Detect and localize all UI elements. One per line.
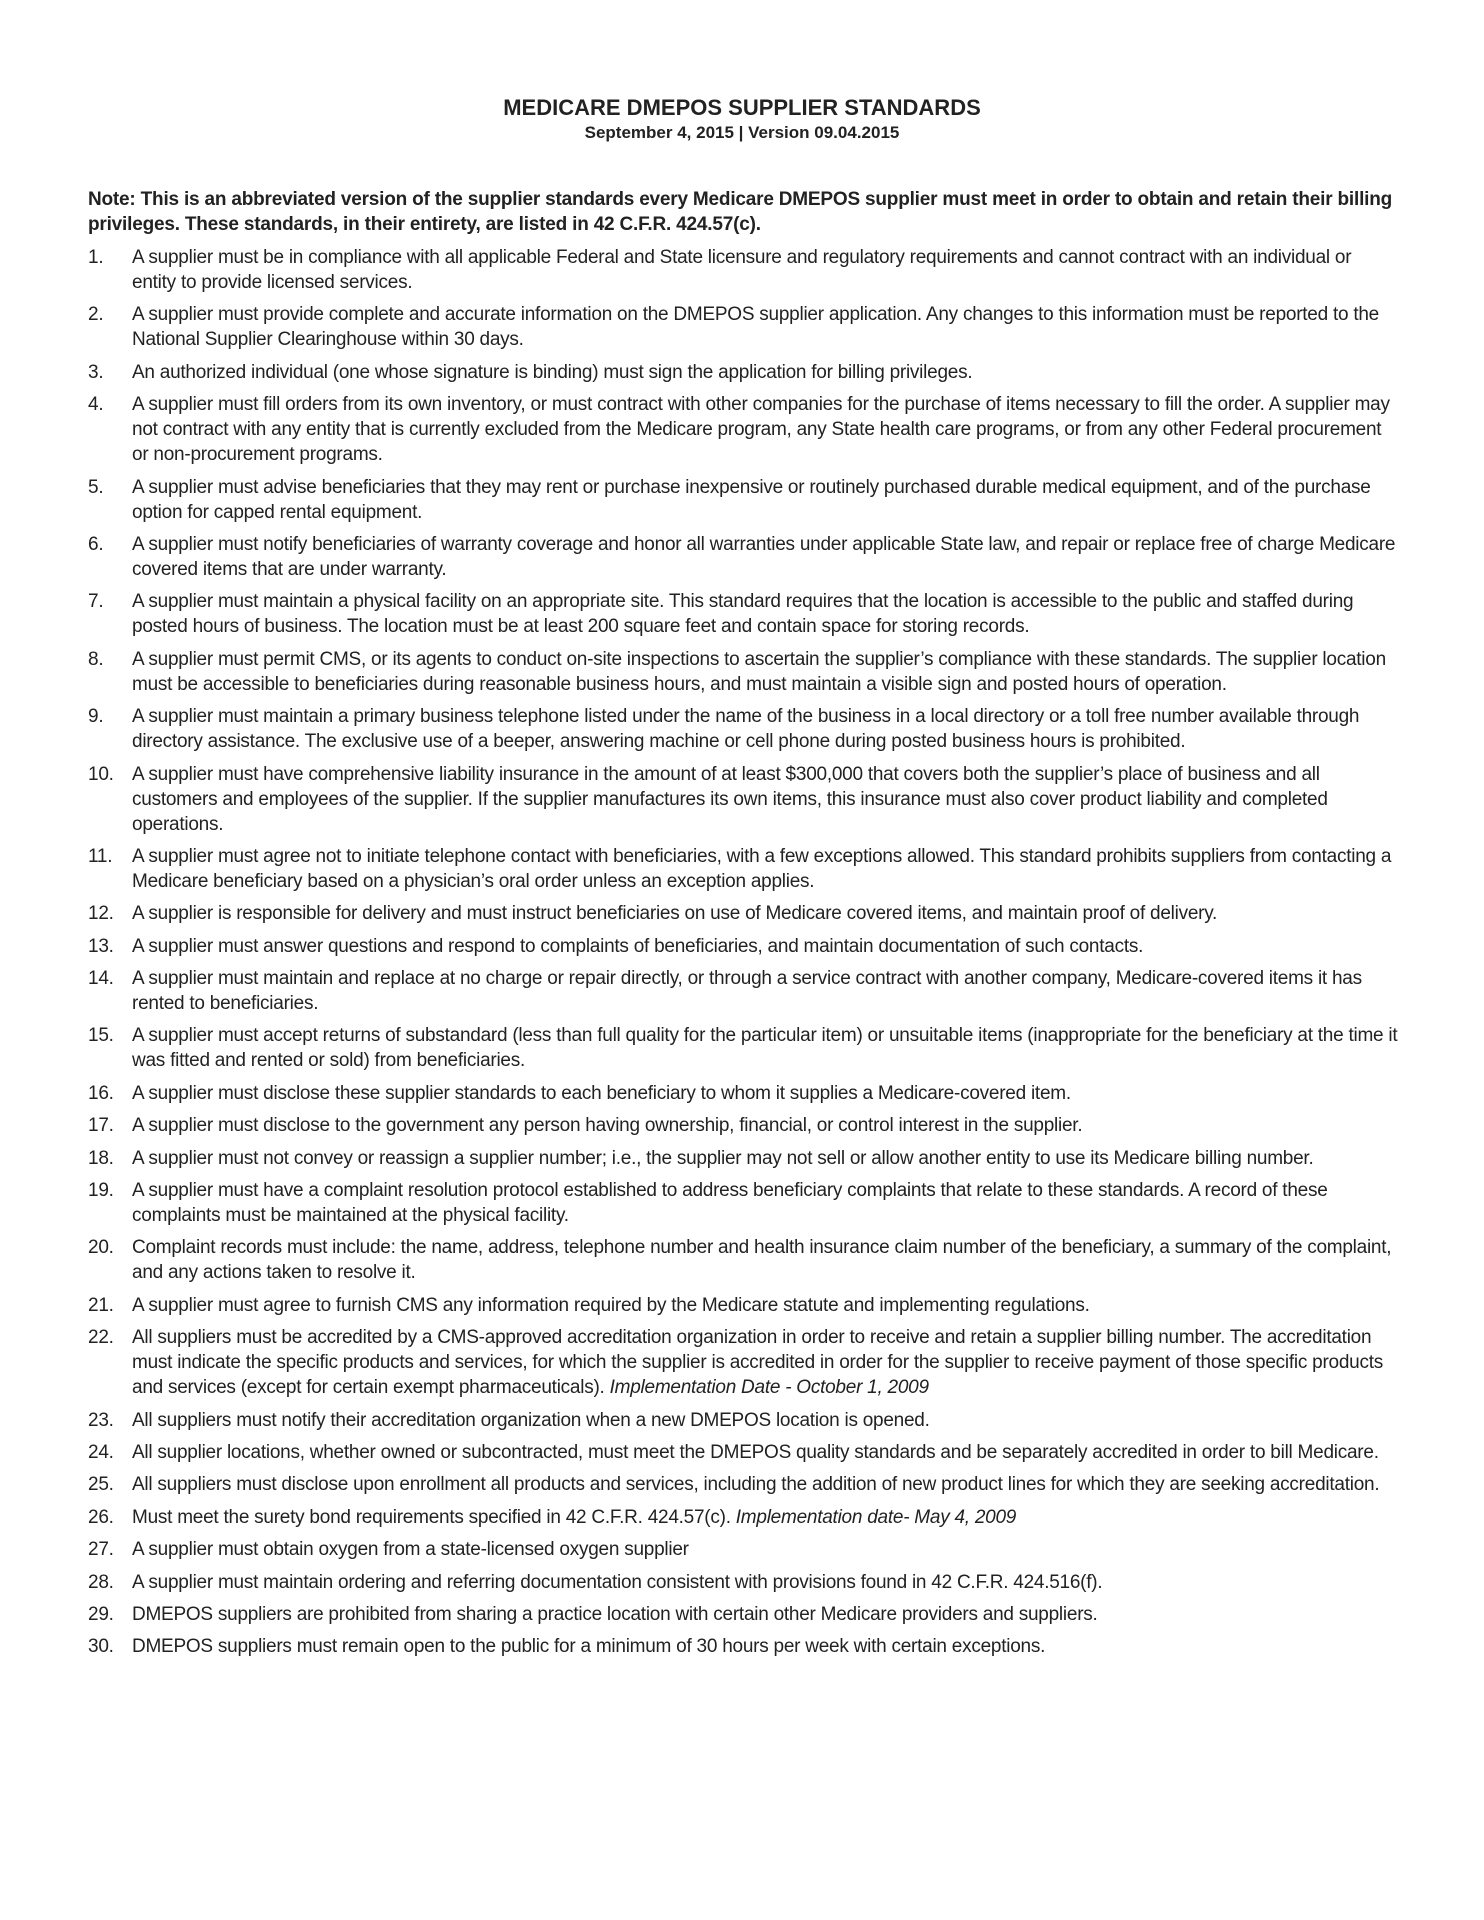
standard-item [88, 1023, 1400, 1073]
item-text: A supplier must advise beneficiaries that they may rent or purchase inexpensive or routinely purchased durable medical equipment, and of the purchase option for capped rental equipment. [132, 476, 1371, 523]
item-number: 10. [88, 763, 114, 785]
standard-item [88, 1570, 1400, 1595]
standard-item [88, 704, 1400, 754]
item-text: Complaint records must include: the name, address, telephone number and health insurance claim number of the beneficiary, a summary of the complaint, and any actions taken to resolve it. [132, 1237, 1392, 1284]
item-text: A supplier must agree not to initiate telephone contact with beneficiaries, with a few exceptions allowed. This standard prohibits suppliers from contacting a Medicare beneficiary based on a physician’s oral order unless an exception applies. [132, 845, 1392, 892]
item-text: DMEPOS suppliers are prohibited from sharing a practice location with certain other Medicare providers and suppliers. [132, 1603, 1098, 1625]
item-number: 9. [88, 706, 104, 728]
item-number: 30. [88, 1636, 114, 1658]
standard-item [88, 966, 1400, 1016]
document-subtitle: September 4, 2015 | Version 09.04.2015 [584, 123, 900, 142]
item-text: Must meet the surety bond requirements specified in 42 C.F.R. 424.57(c). [132, 1506, 736, 1528]
item-text: A supplier is responsible for delivery and must instruct beneficiaries on use of Medicare covered items, and maintain proof of delivery. [132, 903, 1218, 925]
standard-item [88, 1472, 1400, 1497]
item-number: 13. [88, 935, 114, 957]
standard-item [88, 1146, 1400, 1171]
item-text: A supplier must maintain and replace at no charge or repair directly, or through a service contract with another company, Medicare-covered items it has rented to beneficiaries. [132, 968, 1362, 1015]
item-number: 29. [88, 1603, 114, 1625]
item-number: 28. [88, 1571, 114, 1593]
item-text: A supplier must maintain a primary business telephone listed under the name of the business in a local directory or a toll free number available through directory assistance. The exclusive use of a beeper, answering machine or cell phone during posted business hours is prohibited. [132, 706, 1360, 753]
implementation-date: Implementation date- May 4, 2009 [735, 1506, 1017, 1528]
item-number: 5. [88, 476, 104, 498]
standard-item [88, 1178, 1400, 1228]
item-text: All supplier locations, whether owned or subcontracted, must meet the DMEPOS quality standards and be separately accredited in order to bill Medicare. [132, 1441, 1379, 1463]
standard-item [88, 647, 1400, 697]
item-number: 24. [88, 1441, 114, 1463]
standard-item [88, 360, 1400, 385]
item-text: A supplier must disclose to the government any person having ownership, financial, or control interest in the supplier. [132, 1115, 1083, 1137]
item-number: 20. [88, 1237, 114, 1259]
item-number: 21. [88, 1294, 114, 1316]
standard-item [88, 1325, 1400, 1400]
standard-item [88, 1505, 1400, 1530]
item-text: A supplier must disclose these supplier standards to each beneficiary to whom it supplies a Medicare-covered item. [132, 1082, 1071, 1104]
item-text: All suppliers must disclose upon enrollment all products and services, including the addition of new product lines for which they are seeking accreditation. [132, 1474, 1380, 1496]
item-number: 19. [88, 1180, 114, 1202]
standard-item [88, 392, 1400, 467]
item-text: A supplier must permit CMS, or its agents to conduct on-site inspections to ascertain the supplier’s compliance with these standards. The supplier location must be accessible to beneficiaries during reasonable business hours, and must maintain a visible sign and posted hours of operation. [132, 648, 1386, 695]
standard-item [88, 245, 1400, 295]
standard-item [88, 302, 1400, 352]
item-text: A supplier must have comprehensive liability insurance in the amount of at least $300,000 that covers both the supplier’s place of business and all customers and employees of the supplier. If the supplier manufactures its own items, this insurance must also cover product liability and completed operations. [132, 763, 1328, 835]
item-number: 16. [88, 1082, 114, 1104]
item-number: 22. [88, 1327, 114, 1349]
note-paragraph: Note: This is an abbreviated version of the supplier standards every Medicare DMEPOS supplier must meet in order to obtain and retain their billing privileges. These standards, in their entirety, are listed in 42 C.F.R. 424.57(c). [88, 189, 1393, 235]
item-text: A supplier must notify beneficiaries of warranty coverage and honor all warranties under applicable State law, and repair or replace free of charge Medicare covered items that are under warranty. [132, 533, 1396, 580]
item-number: 6. [88, 533, 104, 555]
item-number: 12. [88, 903, 114, 925]
item-text: All suppliers must notify their accreditation organization when a new DMEPOS location is opened. [132, 1409, 930, 1431]
item-text: A supplier must not convey or reassign a supplier number; i.e., the supplier may not sell or allow another entity to use its Medicare billing number. [132, 1147, 1314, 1169]
item-number: 11. [88, 845, 113, 867]
item-text: A supplier must provide complete and accurate information on the DMEPOS supplier application. Any changes to this information must be reported to the National Supplier Clearinghouse within 30 days. [132, 304, 1380, 351]
item-text: A supplier must fill orders from its own inventory, or must contract with other companies for the purchase of items necessary to fill the order. A supplier may not contract with any entity that is currently excluded from the Medicare program, any State health care programs, or from any other Federal procurement or non-procurement programs. [132, 394, 1390, 466]
item-number: 4. [88, 394, 104, 416]
item-text: A supplier must obtain oxygen from a state-licensed oxygen supplier [132, 1539, 689, 1561]
standard-item [88, 1408, 1400, 1433]
item-text: DMEPOS suppliers must remain open to the public for a minimum of 30 hours per week with certain exceptions. [132, 1636, 1046, 1658]
standards-list [88, 245, 1400, 1667]
item-text: A supplier must accept returns of substandard (less than full quality for the particular item) or unsuitable items (inappropriate for the beneficiary at the time it was fitted and rented or sold) from beneficiaries. [132, 1025, 1398, 1072]
item-number: 7. [88, 591, 104, 613]
item-text: A supplier must agree to furnish CMS any information required by the Medicare statute and implementing regulations. [132, 1294, 1090, 1316]
item-text: A supplier must maintain ordering and referring documentation consistent with provisions found in 42 C.F.R. 424.516(f). [132, 1571, 1103, 1593]
item-text: A supplier must maintain a physical facility on an appropriate site. This standard requires that the location is accessible to the public and staffed during posted hours of business. The location must be at least 200 square feet and contain space for storing records. [132, 591, 1354, 638]
standard-item [88, 1602, 1400, 1627]
standard-item [88, 762, 1400, 837]
standard-item [88, 1537, 1400, 1562]
item-number: 25. [88, 1474, 114, 1496]
item-text: An authorized individual (one whose signature is binding) must sign the application for billing privileges. [132, 361, 973, 383]
standard-item [88, 1634, 1400, 1659]
item-number: 23. [88, 1409, 114, 1431]
standard-item [88, 844, 1400, 894]
item-number: 18. [88, 1147, 114, 1169]
item-text: All suppliers must be accredited by a CMS-approved accreditation organization in order to receive and retain a supplier billing number. The accreditation must indicate the specific products and services, for which the supplier is accredited in order for the supplier to receive payment of those specific products and services (except for certain exempt pharmaceuticals). [132, 1327, 1384, 1399]
item-text: A supplier must answer questions and respond to complaints of beneficiaries, and maintain documentation of such contacts. [132, 935, 1144, 957]
standard-item [88, 1293, 1400, 1318]
standard-item [88, 589, 1400, 639]
item-number: 15. [88, 1025, 114, 1047]
standard-item [88, 475, 1400, 525]
document-title: MEDICARE DMEPOS SUPPLIER STANDARDS [503, 95, 981, 120]
item-number: 27. [88, 1539, 114, 1561]
item-number: 3. [88, 361, 104, 383]
standard-item [88, 532, 1400, 582]
item-number: 1. [88, 247, 104, 268]
standard-item [88, 934, 1400, 959]
item-text: A supplier must have a complaint resolution protocol established to address beneficiary complaints that relate to these standards. A record of these complaints must be maintained at the physical facility. [132, 1180, 1328, 1227]
standard-item [88, 901, 1400, 926]
item-number: 8. [88, 648, 104, 670]
standard-item [88, 1081, 1400, 1106]
item-text: A supplier must be in compliance with all applicable Federal and State licensure and regulatory requirements and cannot contract with an individual or entity to provide licensed services. [132, 247, 1352, 293]
item-number: 26. [88, 1506, 114, 1528]
item-number: 14. [88, 968, 114, 990]
standard-item [88, 1235, 1400, 1285]
item-number: 17. [88, 1115, 114, 1137]
standard-item [88, 1113, 1400, 1138]
implementation-date: Implementation Date - October 1, 2009 [609, 1377, 929, 1399]
standard-item [88, 1440, 1400, 1465]
item-number: 2. [88, 304, 104, 326]
